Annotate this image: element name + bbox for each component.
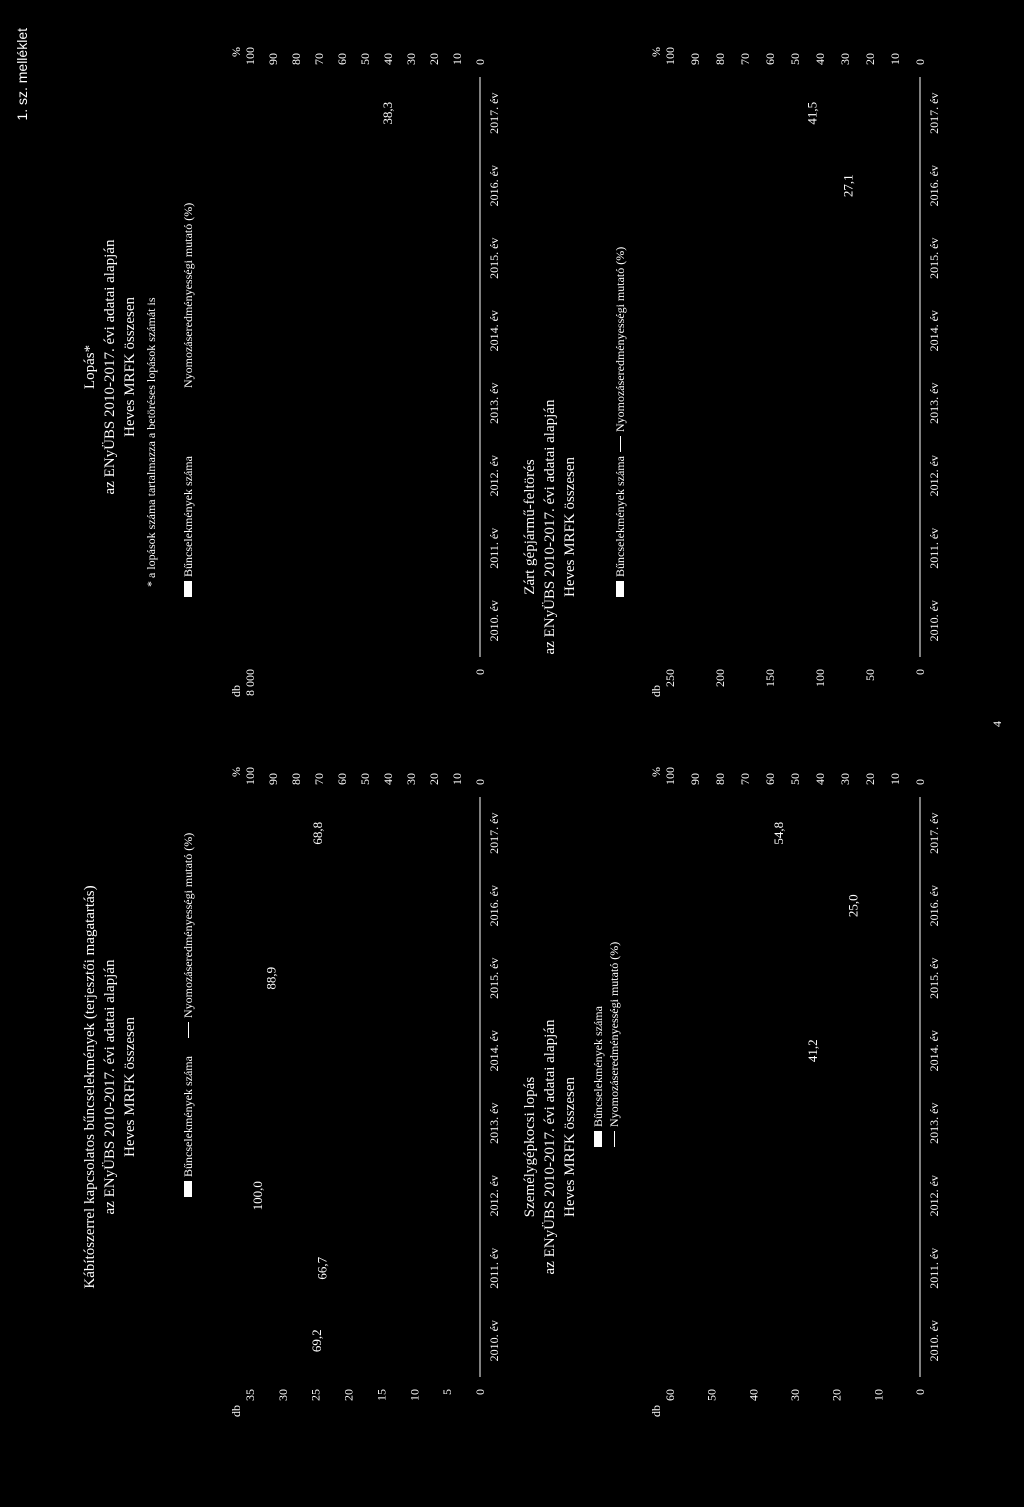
- legend-bar-label: Bűncselekmények száma: [591, 1006, 605, 1127]
- page-number: 4: [990, 721, 1004, 727]
- panel-title: [80, 727, 140, 1447]
- right-tick-label: 0: [473, 59, 487, 65]
- x-tick-label: 2017. év: [487, 812, 501, 854]
- title-line-1: Zárt gépjármű-feltörés: [522, 459, 538, 595]
- right-tick-label: 0: [913, 59, 927, 65]
- left-tick-label: 50: [704, 1389, 719, 1401]
- right-tick-label: 70: [312, 773, 326, 785]
- left-tick-label: 10: [407, 1389, 422, 1401]
- right-axis-unit: %: [649, 47, 663, 57]
- x-tick-label: 2010. év: [487, 600, 501, 642]
- data-label: 25,0: [845, 894, 861, 918]
- bar-swatch: [184, 581, 192, 597]
- panel-title: [80, 7, 140, 727]
- x-tick-label: 2012. év: [487, 1175, 501, 1217]
- x-tick-label: 2014. év: [487, 310, 501, 352]
- chart-svg: [640, 7, 960, 727]
- left-axis-unit: db: [649, 1405, 663, 1417]
- bar-swatch: [184, 1181, 192, 1197]
- left-tick-label: 25: [308, 1389, 323, 1401]
- left-tick-label: 30: [788, 1389, 802, 1401]
- right-tick-label: 100: [663, 47, 677, 65]
- annex-label: 1. sz. melléklet: [14, 28, 30, 121]
- title-line-1: Lopás*: [82, 344, 98, 390]
- x-tick-label: 2015. év: [487, 237, 501, 279]
- left-tick-label: 0: [913, 669, 927, 675]
- x-tick-label: 2010. év: [927, 600, 941, 642]
- left-tick-label: 100: [813, 669, 827, 687]
- right-tick-label: 80: [289, 53, 303, 65]
- left-tick-label: 20: [341, 1389, 356, 1401]
- x-tick-label: 2016. év: [927, 885, 941, 927]
- right-tick-label: 10: [888, 773, 902, 785]
- chart-svg: [220, 7, 520, 727]
- right-tick-label: 80: [289, 773, 303, 785]
- right-tick-label: 80: [713, 53, 727, 65]
- x-tick-label: 2013. év: [487, 382, 501, 424]
- x-tick-label: 2013. év: [927, 382, 941, 424]
- chart-svg: [640, 727, 960, 1447]
- title-line-1: Személygépkocsi lopás: [522, 1076, 538, 1218]
- right-tick-label: 50: [788, 53, 802, 65]
- right-tick-label: 90: [688, 773, 702, 785]
- left-tick-label: 40: [746, 1389, 761, 1401]
- title-line-2: az ENyÜBS 2010-2017. évi adatai alapján: [542, 1019, 558, 1275]
- left-tick-label: 10: [871, 1389, 886, 1401]
- x-tick-label: 2010. év: [487, 1320, 501, 1362]
- right-tick-label: 100: [243, 47, 257, 65]
- right-tick-label: 50: [358, 53, 372, 65]
- legend-bar-label: Bűncselekmények száma: [181, 456, 195, 577]
- x-tick-label: 2012. év: [927, 1175, 941, 1217]
- title-line-3: Heves MRFK összesen: [562, 1077, 578, 1217]
- line-swatch: [620, 436, 621, 452]
- legend: [590, 942, 622, 1147]
- right-tick-label: 20: [427, 773, 441, 785]
- left-tick-label: 8 000: [243, 669, 257, 696]
- right-tick-label: 40: [813, 773, 827, 785]
- right-tick-label: 40: [381, 773, 395, 785]
- chart-svg: [220, 727, 520, 1447]
- right-tick-label: 30: [838, 773, 852, 785]
- footnote: * a lopások száma tartalmazza a betöréses lopások számát is: [144, 297, 158, 587]
- right-tick-label: 30: [404, 53, 418, 65]
- right-tick-label: 40: [381, 53, 395, 65]
- title-line-3: Heves MRFK összesen: [122, 297, 138, 437]
- right-tick-label: 10: [450, 53, 464, 65]
- right-tick-label: 70: [312, 53, 326, 65]
- x-tick-label: 2014. év: [487, 1030, 501, 1072]
- right-tick-label: 50: [788, 773, 802, 785]
- legend-line-label: Nyomozáseredményességi mutató (%): [181, 202, 195, 389]
- legend-bar-label: Bűncselekmények száma: [613, 456, 627, 577]
- line-swatch: [614, 1131, 615, 1147]
- chart-panel-vehicle-break-in: [520, 7, 1000, 727]
- chart-panel-car-theft: [520, 727, 1000, 1447]
- data-label: 54,8: [771, 821, 786, 845]
- right-tick-label: 10: [450, 773, 464, 785]
- right-tick-label: 20: [427, 53, 441, 65]
- data-label: 69,2: [308, 1329, 324, 1353]
- x-tick-label: 2017. év: [487, 92, 501, 134]
- x-tick-label: 2011. év: [487, 1247, 501, 1289]
- right-tick-label: 100: [243, 767, 257, 785]
- right-tick-label: 70: [738, 773, 752, 785]
- right-tick-label: 10: [888, 53, 902, 65]
- right-tick-label: 60: [763, 773, 777, 785]
- data-label: 41,2: [805, 1039, 820, 1063]
- chart-panel-theft: [80, 7, 550, 727]
- right-tick-label: 40: [813, 53, 827, 65]
- x-tick-label: 2017. év: [927, 92, 941, 134]
- right-tick-label: 50: [358, 773, 372, 785]
- title-line-3: Heves MRFK összesen: [122, 1017, 138, 1157]
- title-line-2: az ENyÜBS 2010-2017. évi adatai alapján: [542, 399, 558, 655]
- legend: [180, 203, 196, 597]
- legend-line-label: Nyomozáseredményességi mutató (%): [181, 832, 195, 1019]
- right-axis-unit: %: [229, 767, 243, 777]
- bar-swatch: [594, 1131, 602, 1147]
- right-tick-label: 60: [763, 53, 777, 65]
- data-label: 41,5: [804, 101, 820, 125]
- left-tick-label: 15: [374, 1389, 389, 1401]
- right-tick-label: 90: [688, 53, 702, 65]
- left-tick-label: 60: [663, 1389, 677, 1401]
- right-tick-label: 100: [663, 767, 677, 785]
- title-line-2: az ENyÜBS 2010-2017. évi adatai alapján: [102, 959, 118, 1215]
- title-line-2: az ENyÜBS 2010-2017. évi adatai alapján: [102, 239, 118, 495]
- data-label: 68,8: [309, 821, 325, 845]
- line-swatch: [188, 1022, 189, 1038]
- x-tick-label: 2017. év: [927, 812, 941, 854]
- x-tick-label: 2014. év: [927, 1030, 941, 1072]
- x-tick-label: 2010. év: [927, 1320, 941, 1362]
- x-tick-label: 2015. év: [927, 237, 941, 279]
- right-tick-label: 60: [335, 773, 349, 785]
- left-tick-label: 50: [863, 669, 877, 681]
- left-tick-label: 30: [275, 1389, 290, 1401]
- left-tick-label: 0: [473, 1389, 487, 1395]
- left-tick-label: 200: [713, 669, 727, 687]
- legend-line-label: Nyomozáseredményességi mutató (%): [607, 941, 621, 1127]
- data-label: 38,3: [379, 101, 395, 125]
- legend: [612, 247, 628, 597]
- x-tick-label: 2015. év: [927, 957, 941, 999]
- left-tick-label: 150: [763, 669, 777, 687]
- x-tick-label: 2011. év: [927, 527, 941, 569]
- left-axis-unit: db: [229, 1405, 243, 1417]
- right-tick-label: 90: [266, 773, 280, 785]
- x-tick-label: 2013. év: [927, 1102, 941, 1144]
- data-label: 100,0: [250, 1181, 265, 1211]
- bar-swatch: [616, 581, 624, 597]
- data-label: 66,7: [314, 1256, 330, 1280]
- legend-bar-label: Bűncselekmények száma: [181, 1056, 195, 1177]
- x-tick-label: 2016. év: [487, 885, 501, 927]
- right-tick-label: 90: [266, 53, 280, 65]
- left-tick-label: 0: [913, 1389, 927, 1395]
- left-tick-label: 5: [440, 1389, 455, 1395]
- right-tick-label: 20: [863, 53, 877, 65]
- right-tick-label: 80: [713, 773, 727, 785]
- x-tick-label: 2016. év: [487, 165, 501, 207]
- left-tick-label: 35: [243, 1389, 257, 1401]
- right-axis-unit: %: [229, 47, 243, 57]
- data-label: 27,1: [840, 174, 856, 198]
- x-tick-label: 2012. év: [927, 455, 941, 497]
- x-tick-label: 2016. év: [927, 165, 941, 207]
- right-tick-label: 0: [473, 779, 487, 785]
- right-tick-label: 30: [838, 53, 852, 65]
- legend-line-label: Nyomozáseredményességi mutató (%): [613, 246, 627, 433]
- x-tick-label: 2013. év: [487, 1102, 501, 1144]
- panel-title: [520, 787, 580, 1507]
- chart-panel-drug: [80, 727, 550, 1447]
- x-tick-label: 2012. év: [487, 455, 501, 497]
- right-tick-label: 30: [404, 773, 418, 785]
- title-line-3: Heves MRFK összesen: [562, 457, 578, 597]
- x-tick-label: 2011. év: [927, 1247, 941, 1289]
- left-tick-label: 0: [473, 669, 487, 675]
- left-axis-unit: db: [649, 685, 663, 697]
- right-tick-label: 60: [335, 53, 349, 65]
- title-line-1: Kábítószerrel kapcsolatos bűncselekmények (terjesztői magatartás): [82, 885, 98, 1289]
- panel-title: [520, 167, 580, 887]
- right-tick-label: 70: [738, 53, 752, 65]
- right-tick-label: 0: [913, 779, 927, 785]
- x-tick-label: 2011. év: [487, 527, 501, 569]
- right-axis-unit: %: [649, 767, 663, 777]
- data-label: 88,9: [263, 966, 279, 990]
- left-axis-unit: db: [229, 685, 243, 697]
- left-tick-label: 250: [663, 669, 677, 687]
- x-tick-label: 2014. év: [927, 310, 941, 352]
- left-tick-label: 20: [829, 1389, 844, 1401]
- right-tick-label: 20: [863, 773, 877, 785]
- x-tick-label: 2015. év: [487, 957, 501, 999]
- legend: [180, 833, 196, 1197]
